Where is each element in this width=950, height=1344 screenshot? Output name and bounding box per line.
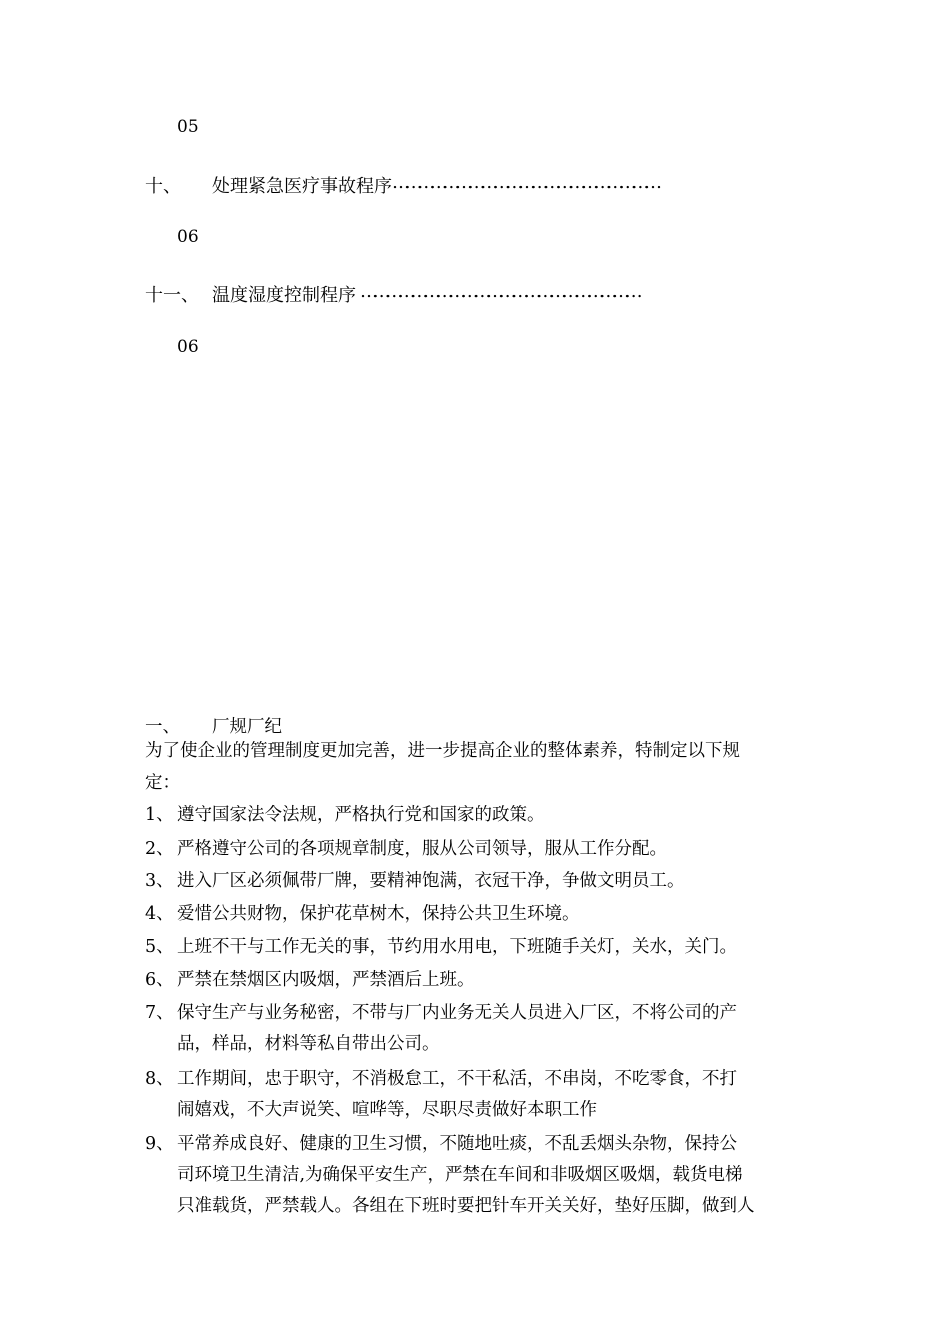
rule-number: 8、 [145, 1069, 174, 1089]
rule-text: 爱惜公共财物，保护花草树木，保持公共卫生环境。 [177, 904, 580, 924]
rule-text: 上班不干与工作无关的事，节约用水用电，下班随手关灯，关水，关门。 [177, 937, 737, 957]
rule-text: 司环境卫生清洁,为确保平安生产，严禁在车间和非吸烟区吸烟，载货电梯 [177, 1165, 743, 1185]
rule-number: 9、 [145, 1134, 174, 1154]
rule-text: 保守生产与业务秘密，不带与厂内业务无关人员进入厂区，不将公司的产 [177, 1003, 737, 1023]
toc-page-number: 06 [177, 337, 199, 357]
toc-item-title: 温度湿度控制程序 [212, 285, 356, 306]
toc-item-title: 处理紧急医疗事故程序 [212, 176, 392, 197]
toc-page-number: 05 [177, 117, 199, 137]
rule-text: 工作期间，忠于职守，不消极怠工，不干私活，不串岗，不吃零食，不打 [177, 1069, 737, 1089]
section-number: 一、 [145, 717, 180, 737]
rule-text: 平常养成良好、健康的卫生习惯，不随地吐痰，不乱丢烟头杂物，保持公 [177, 1134, 737, 1154]
intro-line: 定： [145, 773, 180, 793]
section-title: 厂规厂纪 [212, 717, 282, 737]
rule-number: 4、 [145, 904, 174, 924]
toc-page-number: 06 [177, 227, 199, 247]
rule-number: 2、 [145, 839, 174, 859]
rule-number: 7、 [145, 1003, 174, 1023]
rule-text: 遵守国家法令法规，严格执行党和国家的政策。 [177, 805, 545, 825]
rule-text: 闹嬉戏，不大声说笑、喧哗等，尽职尽责做好本职工作 [177, 1100, 597, 1120]
rule-text: 品，样品，材料等私自带出公司。 [177, 1034, 440, 1054]
rule-text: 只准载货，严禁载人。各组在下班时要把针车开关关好，垫好压脚，做到人 [177, 1196, 755, 1216]
rule-number: 3、 [145, 871, 174, 891]
intro-line: 为了使企业的管理制度更加完善，进一步提高企业的整体素养，特制定以下规 [145, 741, 740, 761]
rule-number: 5、 [145, 937, 174, 957]
rule-text: 进入厂区必须佩带厂牌，要精神饱满，衣冠干净，争做文明员工。 [177, 871, 685, 891]
rule-text: 严格遵守公司的各项规章制度，服从公司领导，服从工作分配。 [177, 839, 667, 859]
toc-leader-dots: ……………………………………………………… [392, 172, 657, 193]
toc-leader-dots: ………………………………………………………… [360, 281, 638, 302]
toc-item-number: 十一、 [145, 285, 199, 306]
rule-number: 1、 [145, 805, 174, 825]
rule-number: 6、 [145, 970, 174, 990]
toc-item-number: 十、 [145, 176, 181, 197]
rule-text: 严禁在禁烟区内吸烟，严禁酒后上班。 [177, 970, 475, 990]
